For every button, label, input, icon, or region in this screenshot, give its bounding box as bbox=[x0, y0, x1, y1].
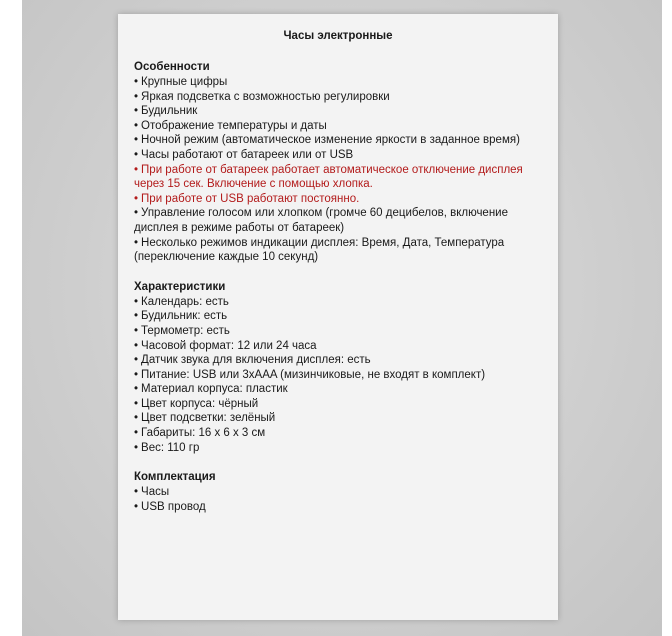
list-item bbox=[134, 192, 542, 207]
document-title: Часы электронные bbox=[283, 30, 393, 42]
list-item bbox=[134, 90, 542, 105]
list-item-text: Цвет подсветки: зелёный bbox=[141, 412, 276, 425]
list-item bbox=[134, 104, 542, 119]
list-item-text: Цвет корпуса: чёрный bbox=[141, 397, 259, 410]
list-item bbox=[134, 148, 542, 163]
list-item-text: Управление голосом или хлопком (громче 60 децибелов, включение дисплея в режиме работы от батареек) bbox=[134, 207, 508, 234]
list-item bbox=[134, 441, 542, 456]
bullet-icon: • bbox=[134, 90, 139, 103]
list-item-text: Отображение температуры и даты bbox=[141, 119, 327, 132]
list-item-text: Календарь: есть bbox=[141, 295, 229, 308]
list-item-text: Материал корпуса: пластик bbox=[141, 383, 288, 396]
list-item-text: Будильник: есть bbox=[141, 310, 228, 323]
list-item bbox=[134, 119, 542, 134]
section-heading: Особенности bbox=[134, 61, 210, 73]
list-item-text: Габариты: 16 х 6 х 3 см bbox=[141, 427, 266, 440]
list-item bbox=[134, 368, 542, 383]
list-item-text: Несколько режимов индикации дисплея: Время, Дата, Температура (переключение каждые 10 секунд) bbox=[134, 236, 505, 264]
list-item-text: Часы bbox=[141, 486, 170, 499]
list-item bbox=[134, 426, 542, 441]
list-item bbox=[134, 353, 542, 368]
list-item-text: Питание: USB или 3хAAA (мизинчиковые, не входят в комплект) bbox=[141, 368, 486, 381]
bullet-icon: • bbox=[134, 412, 139, 425]
bullet-icon: • bbox=[134, 310, 139, 323]
list-item-text: Датчик звука для включения дисплея: есть bbox=[141, 354, 371, 367]
list-item bbox=[134, 500, 542, 515]
bullet-icon: • bbox=[134, 324, 139, 337]
bullet-icon: • bbox=[134, 427, 139, 440]
bullet-icon: • bbox=[134, 397, 139, 410]
list-item-text: При работе от батареек работает автоматическое отключение дисплея через 15 сек. Включение с помощью хлопка. bbox=[134, 163, 523, 191]
bullet-icon: • bbox=[134, 383, 139, 396]
bullet-icon: • bbox=[134, 163, 139, 176]
document-body bbox=[134, 60, 542, 514]
section-heading: Комплектация bbox=[134, 471, 216, 484]
bullet-icon: • bbox=[134, 105, 139, 118]
list-item bbox=[134, 75, 542, 90]
bullet-icon: • bbox=[134, 119, 139, 132]
bullet-icon: • bbox=[134, 76, 139, 88]
list-item bbox=[134, 295, 542, 310]
list-item bbox=[134, 397, 542, 412]
list-item bbox=[134, 411, 542, 426]
bullet-icon: • bbox=[134, 134, 139, 147]
list-item-text: Крупные цифры bbox=[141, 76, 228, 88]
bullet-icon: • bbox=[134, 368, 139, 381]
bullet-icon: • bbox=[134, 236, 139, 249]
bullet-icon: • bbox=[134, 486, 139, 499]
bullet-icon: • bbox=[134, 500, 139, 513]
list-item-text: USB провод bbox=[141, 500, 206, 513]
section-list bbox=[134, 75, 542, 265]
list-item-text: Будильник bbox=[141, 105, 198, 118]
list-item bbox=[134, 133, 542, 148]
list-item bbox=[134, 163, 542, 192]
list-item-text: Часовой формат: 12 или 24 часа bbox=[141, 339, 317, 352]
list-item bbox=[134, 382, 542, 397]
list-item-text: Термометр: есть bbox=[141, 324, 230, 337]
list-item-text: Часы работают от батареек или от USB bbox=[141, 148, 354, 161]
section-list bbox=[134, 485, 542, 514]
section-list bbox=[134, 295, 542, 456]
bullet-icon: • bbox=[134, 207, 139, 220]
bullet-icon: • bbox=[134, 148, 139, 161]
bullet-icon: • bbox=[134, 295, 139, 308]
list-item bbox=[134, 309, 542, 324]
list-item-text: Вес: 110 гр bbox=[141, 441, 200, 454]
bullet-icon: • bbox=[134, 354, 139, 367]
list-item bbox=[134, 206, 542, 235]
list-item bbox=[134, 485, 542, 500]
bullet-icon: • bbox=[134, 192, 139, 205]
list-item bbox=[134, 339, 542, 354]
list-item-text: При работе от USB работают постоянно. bbox=[141, 192, 360, 205]
document-sheet bbox=[118, 14, 558, 620]
bullet-icon: • bbox=[134, 441, 139, 454]
list-item bbox=[134, 324, 542, 339]
list-item bbox=[134, 236, 542, 265]
list-item-text: Ночной режим (автоматическое изменение яркости в заданное время) bbox=[141, 134, 520, 147]
section-heading: Характеристики bbox=[134, 280, 226, 293]
bullet-icon: • bbox=[134, 339, 139, 352]
list-item-text: Яркая подсветка с возможностью регулировки bbox=[141, 90, 390, 103]
